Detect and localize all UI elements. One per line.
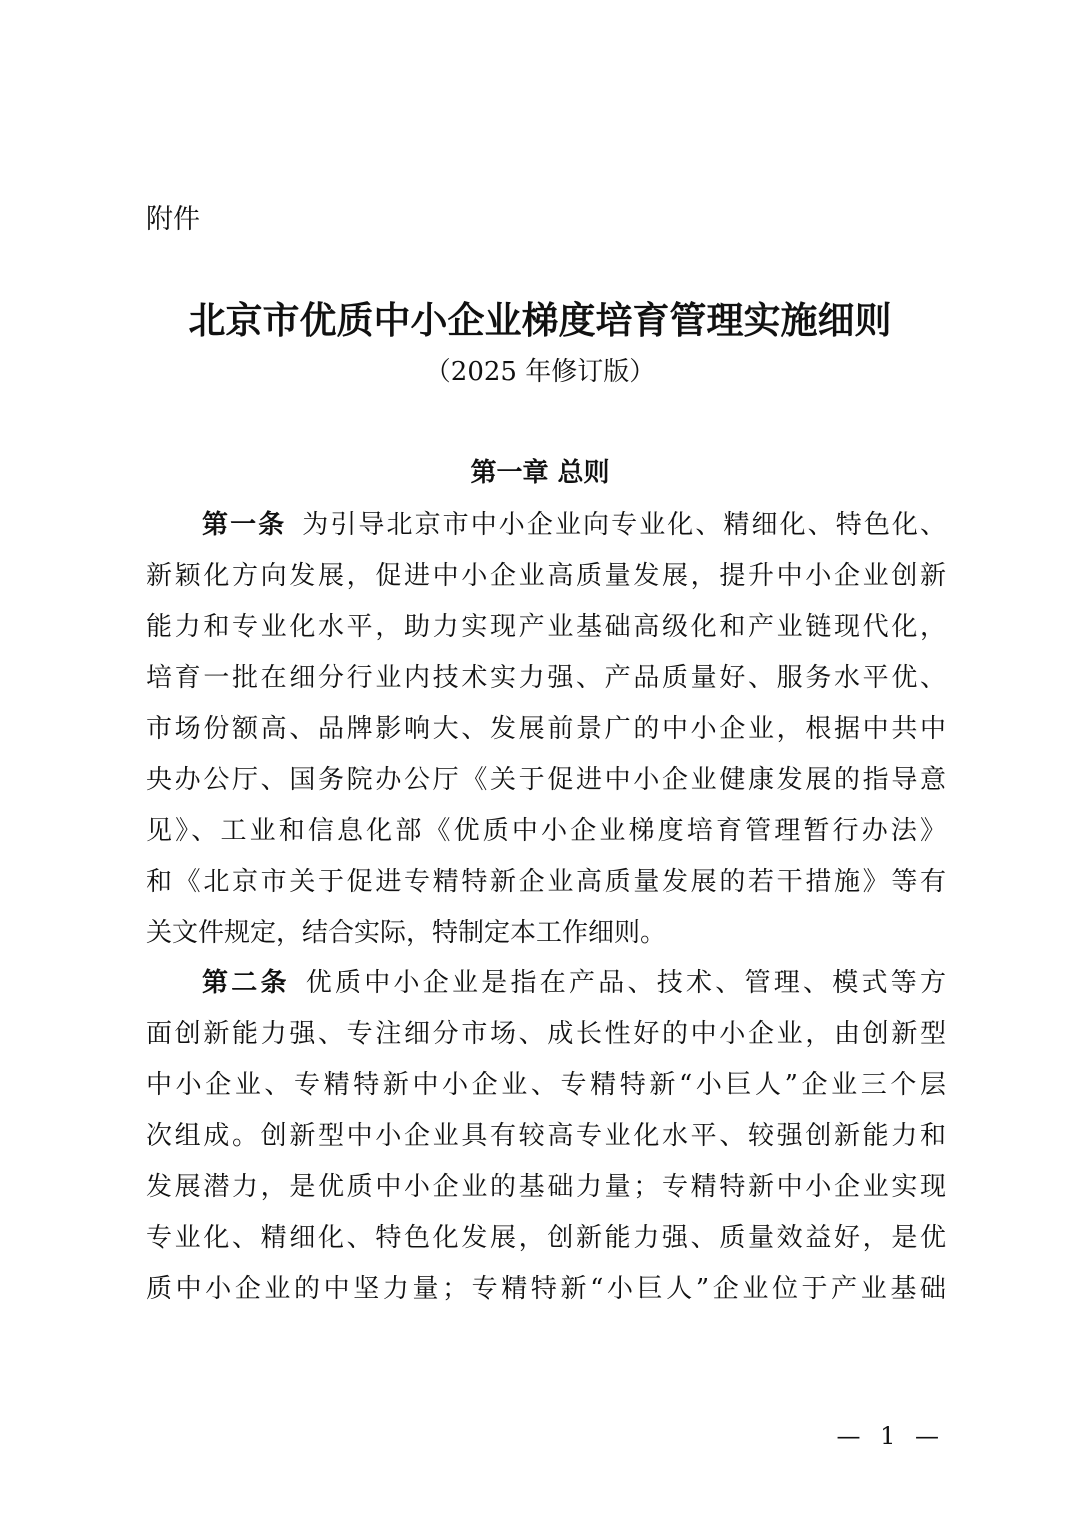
article-label: 第一条 (202, 510, 287, 540)
article-2 (146, 958, 946, 1315)
article-line-text: 为引导北京市中小企业向专业化、精细化、特色化、 (302, 510, 946, 540)
article-line: 质中小企业的中坚力量；专精特新“小巨人”企业位于产业基础 (146, 1274, 946, 1304)
article-line-text: 优质中小企业是指在产品、技术、管理、模式等方 (305, 968, 946, 998)
attachment-label: 附件 (146, 204, 200, 235)
document-title: 北京市优质中小企业梯度培育管理实施细则 (188, 298, 892, 342)
article-line: 面创新能力强、专注细分市场、成长性好的中小企业，由创新型 (146, 1019, 946, 1049)
article-line: 央办公厅、国务院办公厅《关于促进中小企业健康发展的指导意 (146, 765, 946, 795)
article-line: 次组成。创新型中小企业具有较高专业化水平、较强创新能力和 (146, 1121, 946, 1151)
article-line: 培育一批在细分行业内技术实力强、产品质量好、服务水平优、 (146, 663, 946, 693)
article-line: 专业化、精细化、特色化发展，创新能力强、质量效益好，是优 (146, 1223, 946, 1253)
page-number: — 1 — (836, 1422, 945, 1450)
article-line: 见》、工业和信息化部《优质中小企业梯度培育管理暂行办法》 (146, 816, 946, 846)
article-line (146, 958, 946, 1009)
article-label: 第二条 (202, 968, 290, 998)
article-line: 能力和专业化水平，助力实现产业基础高级化和产业链现代化， (146, 612, 946, 642)
article-line: 中小企业、专精特新中小企业、专精特新“小巨人”企业三个层 (146, 1070, 946, 1100)
document-subtitle: （2025 年修订版） (424, 357, 656, 387)
article-line: 发展潜力，是优质中小企业的基础力量；专精特新中小企业实现 (146, 1172, 946, 1202)
article-line: 和《北京市关于促进专精特新企业高质量发展的若干措施》等有 (146, 867, 946, 897)
article-1 (146, 500, 946, 959)
chapter-title: 第一章 总则 (470, 458, 610, 488)
article-line: 关文件规定，结合实际，特制定本工作细则。 (146, 918, 667, 948)
article-line: 新颖化方向发展，促进中小企业高质量发展，提升中小企业创新 (146, 561, 946, 591)
article-line (146, 500, 946, 551)
article-line: 市场份额高、品牌影响大、发展前景广的中小企业，根据中共中 (146, 714, 946, 744)
